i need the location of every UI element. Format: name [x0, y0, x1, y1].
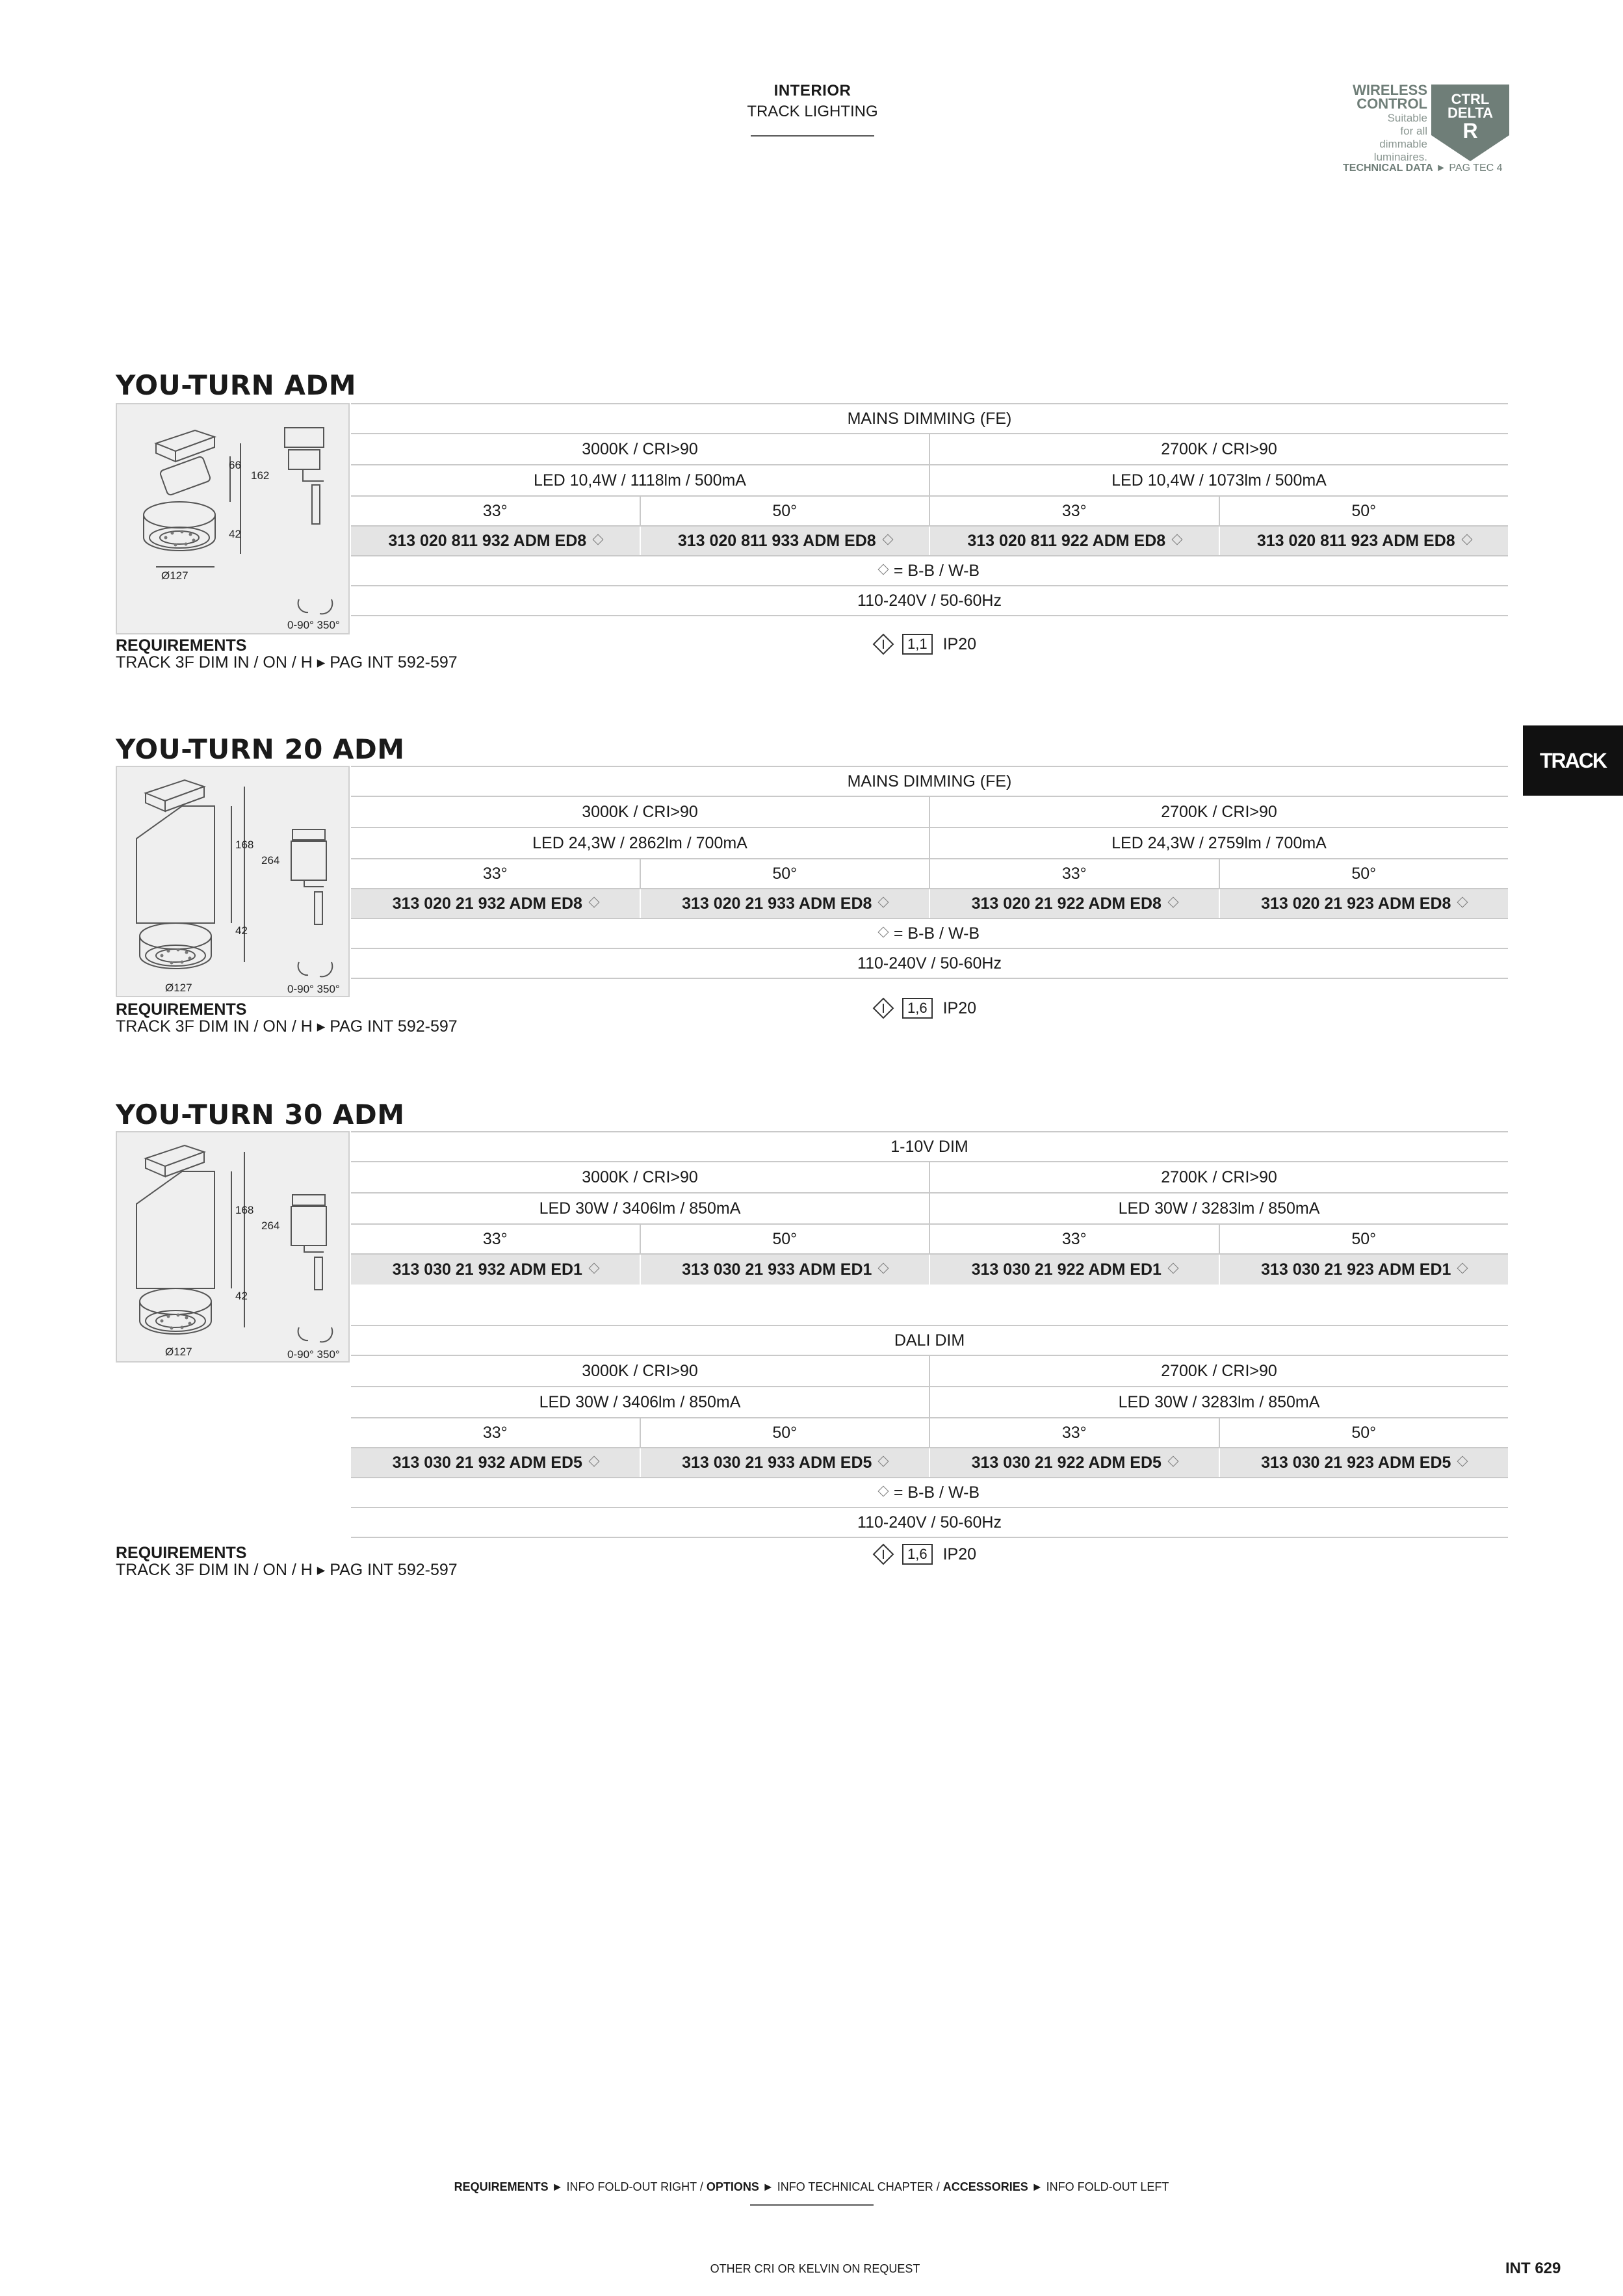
header-divider [751, 135, 874, 137]
diamond-icon [878, 897, 889, 908]
requirements-link[interactable]: TRACK 3F DIM IN / ON / H ▸ PAG INT 592-597 [116, 1017, 458, 1036]
beam-row: 33° 50° 33° 50° [351, 1225, 1508, 1255]
product-title: YOU-TURN ADM [116, 369, 357, 401]
product-code[interactable]: 313 020 21 923 ADM ED8 [1219, 889, 1509, 918]
temperature-row: 3000K / CRI>90 2700K / CRI>90 [351, 1162, 1508, 1194]
technical-data-label: TECHNICAL DATA [1343, 163, 1433, 174]
product-section-you-turn-adm [116, 369, 1508, 681]
diamond-icon [1167, 897, 1178, 908]
arrow-right-icon: ▸ [317, 1561, 326, 1579]
diamond-icon [877, 927, 889, 938]
finish-note-row: = B-B / W-B [351, 1478, 1508, 1508]
product-code[interactable]: 313 020 811 923 ADM ED8 [1219, 527, 1509, 555]
requirements-link[interactable]: TRACK 3F DIM IN / ON / H ▸ PAG INT 592-597 [116, 1561, 458, 1579]
beam-row: 33° 50° 33° 50° [351, 497, 1508, 527]
diameter-label: Ø127 [165, 982, 192, 994]
diamond-icon [1461, 534, 1472, 545]
diamond-icon [588, 897, 599, 908]
voltage-row: 110-240V / 50-60Hz [351, 1508, 1508, 1538]
wireless-note2: for all [1400, 125, 1427, 137]
page-number: INT 629 [1505, 2260, 1561, 2277]
footer-divider [750, 2204, 874, 2206]
ctrl-delta-badge [1431, 85, 1509, 161]
wireless-note1: Suitable [1387, 112, 1427, 124]
diamond-icon [882, 534, 893, 545]
technical-data-link[interactable] [1343, 163, 1503, 174]
footer-accessories-text: INFO FOLD-OUT LEFT [1046, 2180, 1169, 2193]
led-row: LED 30W / 3406lm / 850mA LED 30W / 3283lm / 850mA [351, 1387, 1508, 1418]
product-code[interactable]: 313 020 811 932 ADM ED8 [351, 527, 640, 555]
diameter-label: Ø127 [165, 1346, 192, 1358]
luminaire-drawing-icon [117, 767, 351, 998]
diamond-icon [878, 1456, 889, 1467]
product-code-row [351, 527, 1508, 556]
weight-value: 1,6 [902, 1544, 933, 1565]
rotation-label: 0-90° 350° [287, 619, 340, 631]
arrow-right-icon: ► [1436, 163, 1446, 174]
dimming-row: DALI DIM [351, 1325, 1508, 1356]
diamond-icon [1167, 1263, 1178, 1274]
dimension-label: 42 [235, 924, 248, 937]
finish-note-row: = B-B / W-B [351, 919, 1508, 949]
product-code[interactable]: 313 030 21 933 ADM ED1 [640, 1255, 929, 1285]
footer-options-text: INFO TECHNICAL CHAPTER / [777, 2180, 940, 2193]
finish-note-row: = B-B / W-B [351, 556, 1508, 586]
voltage-row: 110-240V / 50-60Hz [351, 949, 1508, 979]
product-code[interactable]: 313 020 21 932 ADM ED8 [351, 889, 640, 918]
temperature-row: 3000K / CRI>90 2700K / CRI>90 [351, 797, 1508, 828]
arrow-right-icon: ► [551, 2180, 564, 2193]
ip-rating: IP20 [942, 634, 977, 653]
wireless-note4: luminaires. [1373, 151, 1427, 163]
dimension-label: 168 [235, 839, 254, 851]
requirements: REQUIREMENTS TRACK 3F DIM IN / ON / H ▸ PAG INT 592-597 [116, 1544, 458, 1579]
product-title: YOU-TURN 30 ADM [116, 1099, 405, 1130]
diamond-icon [1167, 1456, 1178, 1467]
footer-accessories-label: ACCESSORIES [942, 2180, 1028, 2193]
arrow-right-icon: ▸ [317, 1017, 326, 1036]
diameter-label: Ø127 [161, 569, 188, 582]
voltage-row: 110-240V / 50-60Hz [351, 586, 1508, 616]
beam-row: 33° 50° 33° 50° [351, 1418, 1508, 1448]
product-section-you-turn-30-adm [116, 1099, 1508, 1593]
diamond-icon [878, 1263, 889, 1274]
weight-value: 1,1 [902, 634, 933, 655]
dimming-row: MAINS DIMMING (FE) [351, 403, 1508, 434]
arrow-right-icon: ► [1031, 2180, 1043, 2193]
badge-line1: CTRL [1451, 91, 1490, 107]
requirements: REQUIREMENTS TRACK 3F DIM IN / ON / H ▸ PAG INT 592-597 [116, 1000, 458, 1036]
footer-requirements-label: REQUIREMENTS [454, 2180, 549, 2193]
diamond-icon [593, 534, 604, 545]
product-code-row [351, 1448, 1508, 1478]
dimming-row: 1-10V DIM [351, 1131, 1508, 1162]
dimension-label: 42 [235, 1290, 248, 1302]
dimension-label: 168 [235, 1204, 254, 1216]
product-code[interactable]: 313 030 21 922 ADM ED5 [929, 1448, 1219, 1477]
class-one-icon [872, 633, 894, 655]
arrow-right-icon: ► [762, 2180, 774, 2193]
temperature-row: 3000K / CRI>90 2700K / CRI>90 [351, 434, 1508, 465]
product-code[interactable]: 313 030 21 932 ADM ED1 [351, 1255, 640, 1285]
diamond-icon [588, 1456, 599, 1467]
product-code[interactable]: 313 030 21 933 ADM ED5 [640, 1448, 929, 1477]
product-code[interactable]: 313 020 21 933 ADM ED8 [640, 889, 929, 918]
requirements-link[interactable]: TRACK 3F DIM IN / ON / H ▸ PAG INT 592-597 [116, 653, 458, 672]
dimension-label: 264 [261, 1220, 280, 1232]
ip-rating: IP20 [942, 998, 977, 1017]
rotation-label: 0-90° 350° [287, 983, 340, 995]
luminaire-drawing-icon [117, 404, 351, 636]
symbols [872, 1543, 976, 1565]
dimming-row: MAINS DIMMING (FE) [351, 766, 1508, 797]
product-code[interactable]: 313 030 21 932 ADM ED5 [351, 1448, 640, 1477]
wireless-note3: dimmable [1379, 138, 1427, 150]
wireless-control-logo [1339, 82, 1508, 179]
diamond-icon [1457, 1263, 1468, 1274]
product-code[interactable]: 313 020 811 922 ADM ED8 [929, 527, 1219, 555]
product-code[interactable]: 313 020 21 922 ADM ED8 [929, 889, 1219, 918]
product-code-row [351, 889, 1508, 919]
rotation-label: 0-90° 350° [287, 1348, 340, 1361]
ip-rating: IP20 [942, 1545, 977, 1563]
footer-options-label: OPTIONS [706, 2180, 759, 2193]
symbols [872, 997, 976, 1019]
product-code[interactable]: 313 020 811 933 ADM ED8 [640, 527, 929, 555]
footer-info [0, 2180, 1623, 2206]
wireless-line2: CONTROL [1357, 96, 1427, 112]
spec-table [351, 766, 1508, 979]
requirements: REQUIREMENTS TRACK 3F DIM IN / ON / H ▸ PAG INT 592-597 [116, 636, 458, 672]
badge-line2: DELTA [1447, 105, 1494, 121]
side-tab-track[interactable]: TRACK [1523, 725, 1623, 796]
product-code[interactable]: 313 030 21 923 ADM ED1 [1219, 1255, 1509, 1285]
dimension-label: 162 [251, 469, 270, 482]
class-one-icon [872, 997, 894, 1019]
diamond-icon [1457, 897, 1468, 908]
temperature-row: 3000K / CRI>90 2700K / CRI>90 [351, 1356, 1508, 1387]
subcategory-title: TRACK LIGHTING [747, 103, 878, 120]
diamond-icon [877, 1486, 889, 1497]
luminaire-drawing-icon [117, 1132, 351, 1364]
beam-row: 33° 50° 33° 50° [351, 859, 1508, 889]
product-drawing [116, 403, 350, 634]
product-title: YOU-TURN 20 ADM [116, 733, 405, 765]
category-title: INTERIOR [773, 82, 851, 99]
spec-table-dali [351, 1325, 1508, 1538]
spec-table-1-10v [351, 1131, 1508, 1285]
product-code[interactable]: 313 030 21 923 ADM ED5 [1219, 1448, 1509, 1477]
diamond-icon [1457, 1456, 1468, 1467]
product-drawing [116, 1131, 350, 1363]
symbols [872, 633, 976, 655]
spec-table [351, 403, 1508, 616]
led-row: LED 10,4W / 1118lm / 500mA LED 10,4W / 1073lm / 500mA [351, 465, 1508, 497]
arrow-right-icon: ▸ [317, 653, 326, 672]
dimension-label: 66 [229, 459, 241, 471]
technical-data-page: PAG TEC 4 [1449, 163, 1503, 174]
weight-value: 1,6 [902, 998, 933, 1019]
page-header [682, 82, 942, 137]
diamond-icon [588, 1263, 599, 1274]
dimension-label: 264 [261, 854, 280, 867]
diamond-icon [1172, 534, 1183, 545]
footer-requirements-text: INFO FOLD-OUT RIGHT / [566, 2180, 703, 2193]
led-row: LED 24,3W / 2862lm / 700mA LED 24,3W / 2759lm / 700mA [351, 828, 1508, 859]
badge-line3: R [1462, 119, 1478, 142]
product-section-you-turn-20-adm [116, 733, 1508, 1045]
led-row: LED 30W / 3406lm / 850mA LED 30W / 3283lm / 850mA [351, 1194, 1508, 1225]
dimension-label: 42 [229, 528, 241, 540]
class-one-icon [872, 1543, 894, 1565]
footer-note: OTHER CRI OR KELVIN ON REQUEST [710, 2262, 920, 2275]
product-code[interactable]: 313 030 21 922 ADM ED1 [929, 1255, 1219, 1285]
product-drawing [116, 766, 350, 997]
diamond-icon [877, 564, 889, 575]
product-code-row [351, 1255, 1508, 1285]
wireless-line1: WIRELESS [1353, 82, 1427, 98]
